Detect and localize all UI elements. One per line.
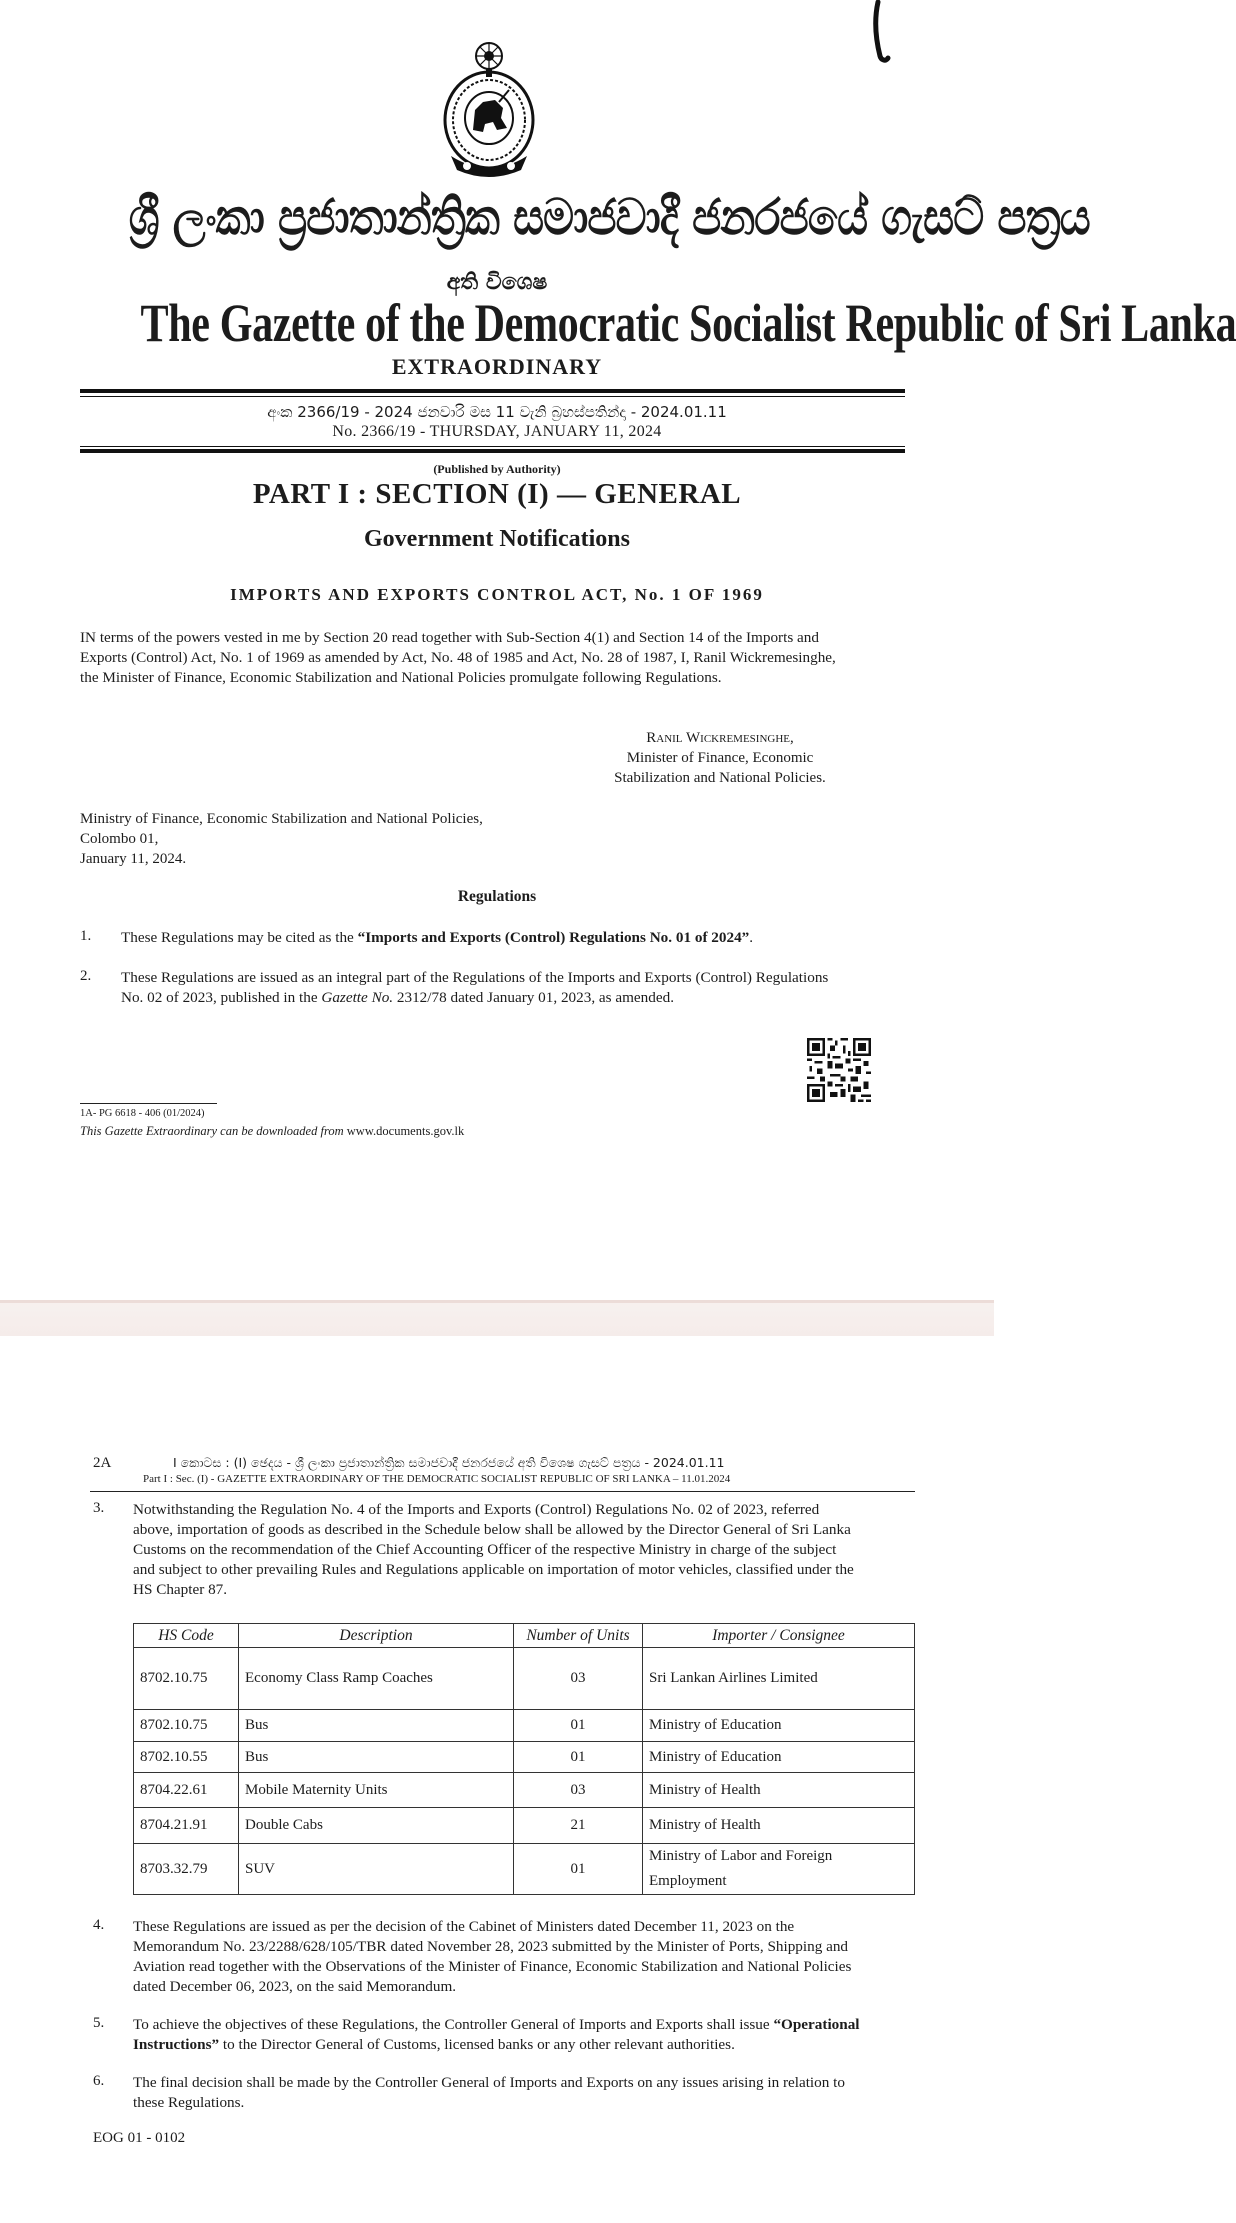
download-link[interactable]: www.documents.gov.lk xyxy=(343,1124,465,1138)
regulation-5-line-post: to the Director General of Customs, licensed banks or any other relevant authorities. xyxy=(219,2036,735,2053)
regulation-2-line: These Regulations are issued as an integral part of the Regulations of the Imports and Exports (Control) Regulations xyxy=(121,969,829,986)
regulation-1-citation: “Imports and Exports (Control) Regulations No. 01 of 2024” xyxy=(357,929,750,946)
regulation-2-line xyxy=(121,988,911,1008)
pen-mark-icon xyxy=(872,0,894,64)
running-header-sinhala: I කොටස : (I) ඡෙදය - ශ්‍රී ලංකා ප්‍රජාතාන්ත්‍රික සමාජවාදී ජනරජයේ අති විශෙෂ ගැසට් පත්‍රය - 2024.01.11 xyxy=(173,1455,725,1470)
regulation-5-bold: Instructions” xyxy=(133,2036,220,2053)
regulations-heading: Regulations xyxy=(457,888,537,905)
cell-importer: Ministry of Education xyxy=(643,1742,915,1773)
cell-hs-code: 8703.32.79 xyxy=(134,1844,239,1895)
regulation-6-line: The final decision shall be made by the Controller General of Imports and Exports on any issues arising in relation to xyxy=(133,2074,845,2091)
signatory-name: Ranil Wickremesinghe, xyxy=(646,730,794,746)
footnote-rule xyxy=(80,1103,217,1104)
regulation-4-line: dated December 06, 2023, on the said Memorandum. xyxy=(133,1978,457,1995)
regulation-3-line: HS Chapter 87. xyxy=(133,1581,228,1598)
footer-code: EOG 01 - 0102 xyxy=(93,2130,186,2146)
regulation-2-line-pre: No. 02 of 2023, published in the xyxy=(121,989,322,1006)
gazette-title-sinhala: ශ්‍රී ලංකා ප්‍රජාතාන්ත්‍රික සමාජවාදී ජනරජයේ ගැසට් පත්‍රය xyxy=(128,188,1090,246)
page-separator xyxy=(0,1300,994,1336)
preamble-line: IN terms of the powers vested in me by Section 20 read together with Sub-Section 4(1) and Section 14 of the Imports and xyxy=(80,629,819,646)
regulation-5-line xyxy=(133,2015,915,2035)
running-header-rule xyxy=(90,1491,915,1492)
table-row xyxy=(134,1742,915,1773)
regulation-5-line xyxy=(133,2035,915,2055)
table-row xyxy=(134,1648,915,1710)
regulation-5-text xyxy=(133,2015,915,2055)
footnote-code: 1A- PG 6618 - 406 (01/2024) xyxy=(80,1108,205,1119)
issue-line-sinhala: අංක 2366/19 - 2024 ජනවාරි මස 11 වැනි බ්‍රහස්පතින්දා - 2024.01.11 xyxy=(267,403,727,421)
regulation-4-line: Aviation read together with the Observations of the Minister of Finance, Economic Stabilization and National Policies xyxy=(133,1958,852,1975)
cell-importer: Ministry of Health xyxy=(643,1808,915,1844)
regulation-1-text xyxy=(121,928,911,948)
regulation-3-line: Notwithstanding the Regulation No. 4 of the Imports and Exports (Control) Regulations No. 02 of 2023, referred xyxy=(133,1501,820,1518)
table-row xyxy=(134,1773,915,1808)
regulation-number: 4. xyxy=(93,1917,105,1933)
regulation-4-line: Memorandum No. 23/2288/628/105/TBR dated November 28, 2023 submitted by the Minister of Ports, Shipping and xyxy=(133,1938,849,1955)
preamble xyxy=(80,628,905,688)
footnote-download xyxy=(80,1124,464,1139)
regulation-3-text xyxy=(133,1500,915,1600)
issue-line-english: No. 2366/19 - THURSDAY, JANUARY 11, 2024 xyxy=(332,423,662,440)
table-row xyxy=(134,1844,915,1895)
sri-lanka-emblem-icon xyxy=(437,38,541,180)
header-rule-top-thick xyxy=(80,389,905,393)
gazette-subtitle-sinhala: අති විශෙෂ xyxy=(446,270,548,295)
cell-importer: Ministry of Health xyxy=(643,1773,915,1808)
footnote-download-text: This Gazette Extraordinary can be downloaded from xyxy=(80,1124,344,1138)
page-label: 2A xyxy=(93,1455,112,1471)
column-header-hs-code: HS Code xyxy=(134,1624,239,1648)
cell-importer-line: Ministry of Labor and Foreign xyxy=(649,1848,833,1864)
regulation-1-text-post: . xyxy=(749,929,754,946)
cell-units: 01 xyxy=(514,1710,643,1742)
regulation-5-line-pre: To achieve the objectives of these Regulations, the Controller General of Imports and Exports shall issue xyxy=(133,2016,774,2033)
extraordinary-label: EXTRAORDINARY xyxy=(391,354,603,379)
regulation-number: 2. xyxy=(80,968,92,984)
regulation-2-line-post: 2312/78 dated January 01, 2023, as amended. xyxy=(393,989,674,1006)
published-by-authority: (Published by Authority) xyxy=(433,462,561,476)
qr-code-icon xyxy=(807,1038,871,1102)
regulation-number: 3. xyxy=(93,1500,105,1516)
signature-block xyxy=(520,728,920,788)
regulation-6-line: these Regulations. xyxy=(133,2094,245,2111)
address-date: January 11, 2024. xyxy=(80,851,187,867)
regulation-3-line: Customs on the recommendation of the Chief Accounting Officer of the respective Ministry in charge of the subject xyxy=(133,1541,837,1558)
regulation-5-bold: “Operational xyxy=(773,2016,860,2033)
cell-description: SUV xyxy=(239,1844,514,1895)
preamble-line: the Minister of Finance, Economic Stabilization and National Policies promulgate following Regulations. xyxy=(80,669,722,686)
notice-type-heading: Government Notifications xyxy=(364,526,630,552)
regulation-6-text xyxy=(133,2073,915,2113)
header-rule-top-thin xyxy=(80,396,905,397)
regulation-4-line: These Regulations are issued as per the decision of the Cabinet of Ministers dated December 11, 2023 on the xyxy=(133,1918,795,1935)
regulation-2-text xyxy=(121,968,911,1008)
running-header-english: Part I : Sec. (I) - GAZETTE EXTRAORDINARY OF THE DEMOCRATIC SOCIALIST REPUBLIC OF SRI LANKA – 11.01.2024 xyxy=(143,1473,731,1485)
cell-units: 03 xyxy=(514,1648,643,1710)
cell-hs-code: 8704.21.91 xyxy=(134,1808,239,1844)
cell-importer: Sri Lankan Airlines Limited xyxy=(643,1648,915,1710)
gazette-ref-italic: Gazette No. xyxy=(321,989,394,1006)
page-separator-edge xyxy=(0,1300,994,1303)
address-block xyxy=(80,809,483,869)
part-heading: PART I : SECTION (I) — GENERAL xyxy=(252,478,742,510)
act-title: IMPORTS AND EXPORTS CONTROL ACT, No. 1 OF 1969 xyxy=(230,585,764,604)
cell-description: Bus xyxy=(239,1710,514,1742)
cell-units: 01 xyxy=(514,1742,643,1773)
gazette-title-english: The Gazette of the Democratic Socialist Republic of Sri Lanka xyxy=(140,293,1236,353)
column-header-importer: Importer / Consignee xyxy=(643,1624,915,1648)
regulation-3-line: and subject to other prevailing Rules and Regulations applicable on importation of motor vehicles, classified under the xyxy=(133,1561,854,1578)
regulation-number: 6. xyxy=(93,2073,105,2089)
regulation-number: 5. xyxy=(93,2015,105,2031)
cell-units: 01 xyxy=(514,1844,643,1895)
cell-units: 03 xyxy=(514,1773,643,1808)
column-header-units: Number of Units xyxy=(514,1624,643,1648)
address-line: Colombo 01, xyxy=(80,831,159,847)
preamble-line: Exports (Control) Act, No. 1 of 1969 as amended by Act, No. 48 of 1985 and Act, No. 28 of 1987, I, Ranil Wickremesinghe, xyxy=(80,649,836,666)
regulation-number: 1. xyxy=(80,928,92,944)
cell-description: Mobile Maternity Units xyxy=(239,1773,514,1808)
header-rule-bottom-thin xyxy=(80,446,905,447)
cell-importer: Ministry of Education xyxy=(643,1710,915,1742)
table-row xyxy=(134,1710,915,1742)
cell-importer-line: Employment xyxy=(649,1873,727,1889)
regulation-3-line: above, importation of goods as described in the Schedule below shall be allowed by the Director General of Sri Lanka xyxy=(133,1521,851,1538)
signatory-title-line: Minister of Finance, Economic xyxy=(626,750,814,766)
address-line: Ministry of Finance, Economic Stabilization and National Policies, xyxy=(80,811,483,827)
header-rule-bottom-thick xyxy=(80,449,905,453)
table-header-row xyxy=(134,1624,915,1648)
regulation-1-text-pre: These Regulations may be cited as the xyxy=(121,929,358,946)
cell-hs-code: 8704.22.61 xyxy=(134,1773,239,1808)
signatory-title-line: Stabilization and National Policies. xyxy=(614,770,826,786)
regulation-4-text xyxy=(133,1917,915,1997)
cell-importer xyxy=(643,1844,915,1895)
cell-description: Economy Class Ramp Coaches xyxy=(239,1648,514,1710)
cell-hs-code: 8702.10.55 xyxy=(134,1742,239,1773)
cell-description: Double Cabs xyxy=(239,1808,514,1844)
column-header-description: Description xyxy=(239,1624,514,1648)
cell-hs-code: 8702.10.75 xyxy=(134,1710,239,1742)
schedule-table xyxy=(133,1623,915,1895)
cell-hs-code: 8702.10.75 xyxy=(134,1648,239,1710)
cell-description: Bus xyxy=(239,1742,514,1773)
table-row xyxy=(134,1808,915,1844)
cell-units: 21 xyxy=(514,1808,643,1844)
